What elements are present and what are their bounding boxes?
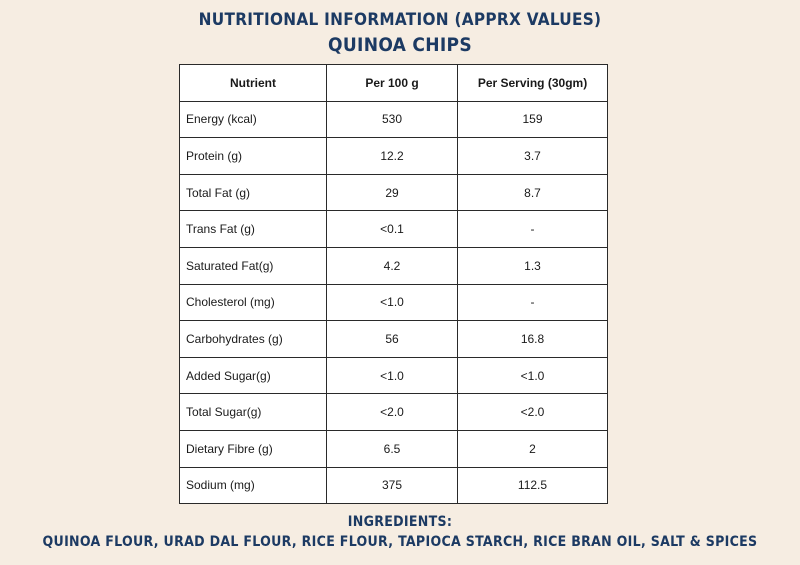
nutrient-name: Protein (g): [180, 138, 327, 175]
product-name: QUINOA CHIPS: [328, 34, 472, 56]
nutrient-name: Total Fat (g): [180, 174, 327, 211]
value-per-100g: 6.5: [327, 430, 458, 467]
column-header-per-serving: Per Serving (30gm): [458, 65, 608, 102]
column-header-nutrient: Nutrient: [180, 65, 327, 102]
value-per-serving: <1.0: [458, 357, 608, 394]
nutrient-name: Dietary Fibre (g): [180, 430, 327, 467]
table-row: [180, 430, 608, 467]
nutrient-name: Total Sugar(g): [180, 394, 327, 431]
value-per-100g: 530: [327, 101, 458, 138]
value-per-serving: -: [458, 211, 608, 248]
ingredients-text: QUINOA FLOUR, URAD DAL FLOUR, RICE FLOUR, TAPIOCA STARCH, RICE BRAN OIL, SALT & SPICES: [42, 534, 758, 550]
nutrient-name: Cholesterol (mg): [180, 284, 327, 321]
value-per-serving: 159: [458, 101, 608, 138]
table-row: [180, 247, 608, 284]
column-header-per-100g: Per 100 g: [327, 65, 458, 102]
value-per-100g: 29: [327, 174, 458, 211]
value-per-100g: 12.2: [327, 138, 458, 175]
value-per-serving: 8.7: [458, 174, 608, 211]
page-title: NUTRITIONAL INFORMATION (APPRX VALUES): [198, 10, 602, 30]
table-row: [180, 138, 608, 175]
value-per-100g: 56: [327, 321, 458, 358]
table-row: [180, 174, 608, 211]
table-row: [180, 357, 608, 394]
table-row: [180, 467, 608, 504]
nutrition-table: [179, 64, 608, 504]
ingredients-label: INGREDIENTS:: [347, 514, 453, 530]
value-per-serving: 2: [458, 430, 608, 467]
nutrient-name: Sodium (mg): [180, 467, 327, 504]
value-per-100g: <0.1: [327, 211, 458, 248]
table-row: [180, 394, 608, 431]
nutrient-name: Carbohydrates (g): [180, 321, 327, 358]
value-per-100g: <1.0: [327, 357, 458, 394]
value-per-100g: <1.0: [327, 284, 458, 321]
table-row: [180, 284, 608, 321]
nutrient-name: Saturated Fat(g): [180, 247, 327, 284]
value-per-100g: 375: [327, 467, 458, 504]
nutrient-name: Trans Fat (g): [180, 211, 327, 248]
value-per-serving: 16.8: [458, 321, 608, 358]
value-per-100g: <2.0: [327, 394, 458, 431]
nutrient-name: Energy (kcal): [180, 101, 327, 138]
table-header-row: [180, 65, 608, 102]
value-per-serving: <2.0: [458, 394, 608, 431]
table-row: [180, 101, 608, 138]
table-row: [180, 211, 608, 248]
value-per-100g: 4.2: [327, 247, 458, 284]
nutrient-name: Added Sugar(g): [180, 357, 327, 394]
table-row: [180, 321, 608, 358]
value-per-serving: 112.5: [458, 467, 608, 504]
value-per-serving: 3.7: [458, 138, 608, 175]
value-per-serving: -: [458, 284, 608, 321]
value-per-serving: 1.3: [458, 247, 608, 284]
